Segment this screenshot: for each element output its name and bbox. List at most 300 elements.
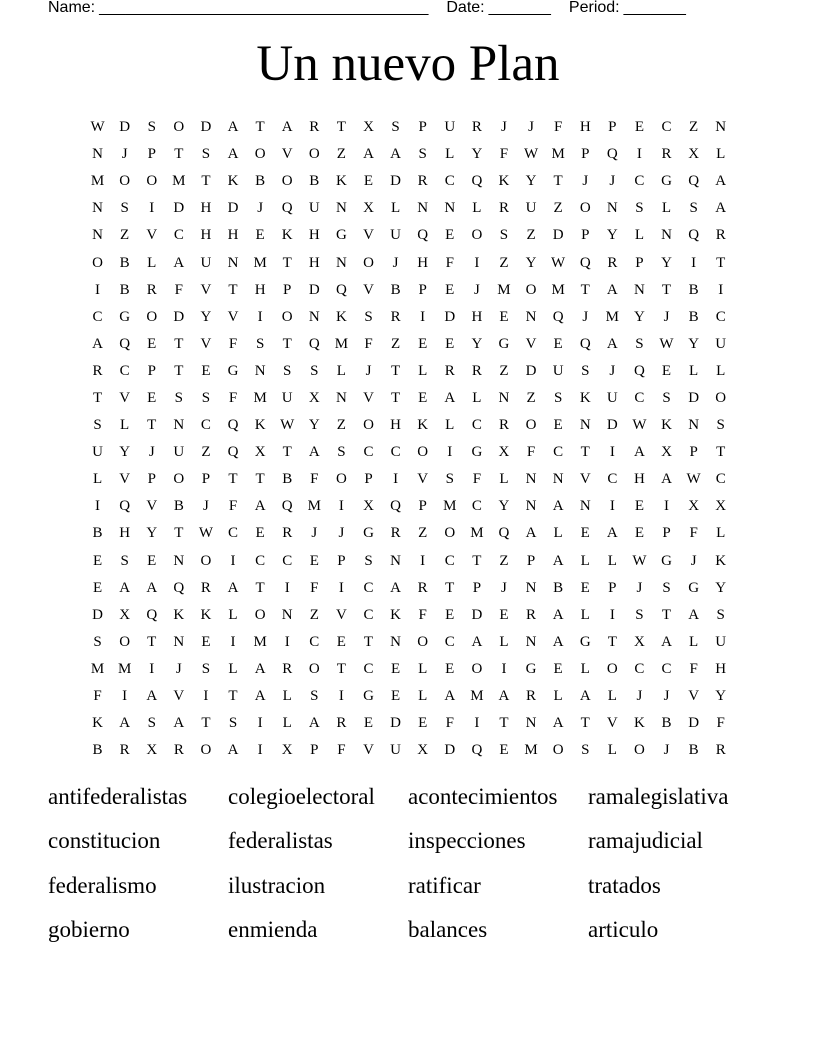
grid-letter[interactable]: O — [335, 471, 347, 488]
grid-letter[interactable]: A — [308, 444, 320, 461]
grid-letter[interactable]: I — [609, 498, 615, 515]
grid-letter[interactable]: S — [337, 444, 346, 461]
grid-letter[interactable]: J — [203, 498, 209, 515]
grid-letter[interactable]: A — [254, 688, 266, 705]
grid-letter[interactable]: Q — [688, 173, 700, 190]
grid-letter[interactable]: A — [471, 633, 483, 650]
grid-letter[interactable]: A — [227, 146, 239, 163]
grid-letter[interactable]: T — [716, 444, 726, 461]
grid-letter[interactable]: S — [635, 335, 644, 352]
grid-letter[interactable]: O — [119, 633, 131, 650]
grid-letter[interactable]: C — [715, 308, 726, 325]
grid-letter[interactable]: B — [688, 281, 699, 298]
grid-letter[interactable]: N — [688, 417, 700, 434]
grid-letter[interactable]: R — [309, 119, 320, 136]
grid-letter[interactable]: Y — [715, 579, 727, 596]
grid-letter[interactable]: E — [390, 660, 401, 677]
grid-letter[interactable]: E — [499, 742, 509, 759]
grid-letter[interactable]: T — [580, 715, 590, 732]
grid-letter[interactable]: B — [92, 742, 103, 759]
grid-letter[interactable]: N — [715, 119, 727, 136]
grid-letter[interactable]: E — [255, 525, 265, 542]
grid-letter[interactable]: R — [715, 227, 726, 244]
grid-letter[interactable]: I — [420, 552, 426, 569]
grid-letter[interactable]: I — [257, 742, 263, 759]
grid-letter[interactable]: G — [498, 335, 510, 352]
grid-letter[interactable]: O — [173, 471, 185, 488]
grid-letter[interactable]: O — [119, 173, 131, 190]
grid-letter[interactable]: S — [364, 552, 373, 569]
grid-letter[interactable]: A — [661, 633, 672, 650]
grid-letter[interactable]: J — [257, 200, 264, 217]
grid-letter[interactable]: J — [609, 362, 616, 379]
grid-letter[interactable]: R — [661, 146, 672, 163]
grid-letter[interactable]: L — [499, 471, 509, 488]
grid-letter[interactable]: O — [715, 389, 727, 406]
grid-letter[interactable]: P — [418, 498, 427, 515]
grid-letter[interactable]: Q — [146, 606, 158, 623]
grid-letter[interactable]: O — [146, 173, 158, 190]
grid-letter[interactable]: J — [311, 525, 318, 542]
grid-letter[interactable]: D — [173, 200, 185, 217]
grid-letter[interactable]: J — [175, 660, 182, 677]
grid-letter[interactable]: T — [282, 254, 292, 271]
grid-letter[interactable]: T — [716, 254, 726, 271]
grid-letter[interactable]: U — [308, 200, 320, 217]
grid-letter[interactable]: F — [553, 119, 563, 136]
grid-letter[interactable]: A — [552, 606, 564, 623]
grid-letter[interactable]: U — [390, 742, 401, 759]
grid-letter[interactable]: P — [310, 742, 319, 759]
grid-letter[interactable]: Q — [308, 335, 320, 352]
grid-letter[interactable]: T — [661, 606, 672, 623]
grid-letter[interactable]: K — [92, 715, 103, 732]
grid-letter[interactable]: K — [281, 227, 293, 244]
grid-letter[interactable]: W — [198, 525, 213, 542]
grid-letter[interactable]: G — [363, 688, 374, 705]
grid-letter[interactable]: A — [715, 173, 727, 190]
grid-letter[interactable]: G — [688, 579, 700, 596]
grid-letter[interactable]: P — [608, 119, 617, 136]
grid-letter[interactable]: Y — [688, 335, 700, 352]
grid-letter[interactable]: D — [390, 173, 401, 190]
grid-letter[interactable]: A — [552, 552, 564, 569]
grid-letter[interactable]: D — [227, 200, 239, 217]
grid-letter[interactable]: E — [336, 633, 346, 650]
grid-letter[interactable]: S — [635, 200, 644, 217]
grid-letter[interactable]: U — [525, 200, 537, 217]
grid-letter[interactable]: R — [498, 417, 509, 434]
grid-letter[interactable]: C — [282, 552, 293, 569]
grid-letter[interactable]: P — [472, 579, 482, 596]
grid-letter[interactable]: L — [282, 715, 292, 732]
grid-letter[interactable]: B — [119, 254, 130, 271]
grid-letter[interactable]: D — [525, 362, 537, 379]
grid-letter[interactable]: K — [254, 417, 266, 434]
grid-letter[interactable]: I — [474, 715, 480, 732]
grid-letter[interactable]: N — [606, 200, 618, 217]
grid-letter[interactable]: F — [310, 579, 319, 596]
grid-letter[interactable]: T — [201, 173, 211, 190]
grid-letter[interactable]: Y — [525, 173, 537, 190]
grid-letter[interactable]: N — [552, 471, 564, 488]
grid-letter[interactable]: J — [501, 119, 507, 136]
grid-letter[interactable]: T — [174, 362, 184, 379]
grid-letter[interactable]: X — [634, 633, 645, 650]
grid-letter[interactable]: N — [579, 498, 591, 515]
grid-letter[interactable]: L — [553, 525, 563, 542]
grid-letter[interactable]: N — [281, 606, 293, 623]
grid-letter[interactable]: A — [119, 715, 131, 732]
grid-letter[interactable]: W — [632, 552, 647, 569]
grid-letter[interactable]: R — [471, 119, 482, 136]
grid-letter[interactable]: I — [149, 200, 155, 217]
grid-letter[interactable]: X — [661, 444, 672, 461]
grid-letter[interactable]: K — [173, 606, 185, 623]
grid-letter[interactable]: B — [553, 579, 564, 596]
grid-letter[interactable]: Z — [499, 362, 509, 379]
grid-letter[interactable]: O — [417, 633, 429, 650]
grid-letter[interactable]: Q — [281, 200, 293, 217]
grid-letter[interactable]: Z — [120, 227, 130, 244]
grid-letter[interactable]: R — [92, 362, 103, 379]
grid-letter[interactable]: S — [310, 362, 319, 379]
grid-letter[interactable]: I — [718, 281, 724, 298]
grid-letter[interactable]: D — [92, 606, 103, 623]
grid-letter[interactable]: O — [363, 417, 374, 434]
grid-letter[interactable]: W — [280, 417, 295, 434]
grid-letter[interactable]: I — [393, 471, 399, 488]
grid-letter[interactable]: V — [525, 335, 537, 352]
grid-letter[interactable]: T — [228, 688, 238, 705]
grid-letter[interactable]: S — [174, 389, 183, 406]
grid-letter[interactable]: P — [526, 552, 536, 569]
grid-letter[interactable]: D — [444, 308, 456, 325]
grid-letter[interactable]: Q — [119, 335, 131, 352]
grid-letter[interactable]: Y — [200, 308, 212, 325]
grid-letter[interactable]: V — [363, 227, 374, 244]
grid-letter[interactable]: A — [119, 579, 131, 596]
grid-letter[interactable]: P — [337, 552, 346, 569]
grid-letter[interactable]: Q — [471, 173, 483, 190]
grid-letter[interactable]: L — [445, 417, 455, 434]
grid-letter[interactable]: H — [308, 254, 320, 271]
grid-letter[interactable]: A — [92, 335, 103, 352]
grid-letter[interactable]: K — [390, 606, 401, 623]
grid-letter[interactable]: B — [282, 471, 293, 488]
grid-letter[interactable]: T — [228, 281, 238, 298]
grid-letter[interactable]: C — [119, 362, 130, 379]
grid-letter[interactable]: L — [716, 525, 726, 542]
grid-letter[interactable]: O — [281, 308, 293, 325]
grid-letter[interactable]: X — [688, 498, 700, 515]
grid-letter[interactable]: F — [472, 471, 482, 488]
grid-letter[interactable]: F — [337, 742, 346, 759]
grid-letter[interactable]: T — [499, 715, 509, 732]
grid-letter[interactable]: B — [92, 525, 103, 542]
grid-letter[interactable]: S — [147, 119, 156, 136]
grid-letter[interactable]: N — [417, 200, 429, 217]
grid-letter[interactable]: L — [661, 200, 672, 217]
grid-letter[interactable]: V — [146, 498, 158, 515]
grid-letter[interactable]: R — [282, 660, 293, 677]
grid-letter[interactable]: C — [228, 525, 239, 542]
grid-letter[interactable]: M — [551, 281, 565, 298]
grid-letter[interactable]: V — [363, 742, 374, 759]
grid-letter[interactable]: I — [257, 308, 263, 325]
grid-letter[interactable]: I — [691, 254, 697, 271]
grid-letter[interactable]: E — [634, 498, 644, 515]
grid-letter[interactable]: T — [282, 335, 292, 352]
grid-letter[interactable]: E — [499, 308, 509, 325]
grid-letter[interactable]: I — [203, 688, 209, 705]
grid-letter[interactable]: R — [390, 308, 401, 325]
grid-letter[interactable]: N — [92, 200, 103, 217]
grid-letter[interactable]: C — [634, 389, 645, 406]
grid-letter[interactable]: H — [200, 227, 212, 244]
grid-letter[interactable]: Z — [689, 119, 699, 136]
grid-letter[interactable]: G — [119, 308, 131, 325]
grid-letter[interactable]: S — [445, 471, 454, 488]
grid-letter[interactable]: S — [716, 417, 725, 434]
grid-letter[interactable]: E — [445, 660, 455, 677]
grid-letter[interactable]: F — [689, 660, 698, 677]
grid-letter[interactable]: B — [255, 173, 266, 190]
grid-letter[interactable]: Y — [525, 254, 537, 271]
grid-letter[interactable]: C — [715, 471, 726, 488]
grid-letter[interactable]: Z — [553, 200, 563, 217]
grid-letter[interactable]: E — [661, 362, 672, 379]
grid-letter[interactable]: X — [715, 498, 727, 515]
grid-letter[interactable]: S — [689, 200, 698, 217]
grid-letter[interactable]: N — [335, 200, 347, 217]
grid-letter[interactable]: L — [689, 362, 699, 379]
grid-letter[interactable]: I — [284, 633, 290, 650]
grid-letter[interactable]: U — [173, 444, 185, 461]
grid-letter[interactable]: E — [147, 335, 157, 352]
grid-letter[interactable]: C — [553, 444, 564, 461]
grid-letter[interactable]: Q — [498, 525, 510, 542]
grid-letter[interactable]: X — [688, 146, 700, 163]
grid-letter[interactable]: E — [147, 552, 157, 569]
grid-letter[interactable]: A — [444, 688, 456, 705]
grid-letter[interactable]: A — [498, 688, 510, 705]
grid-letter[interactable]: B — [688, 742, 699, 759]
grid-letter[interactable]: C — [309, 633, 320, 650]
grid-letter[interactable]: O — [417, 444, 429, 461]
grid-letter[interactable]: V — [119, 389, 131, 406]
grid-letter[interactable]: L — [92, 471, 103, 488]
grid-letter[interactable]: B — [688, 308, 699, 325]
grid-letter[interactable]: L — [390, 200, 401, 217]
grid-letter[interactable]: H — [417, 254, 429, 271]
grid-letter[interactable]: C — [607, 471, 618, 488]
grid-letter[interactable]: Y — [661, 254, 672, 271]
grid-letter[interactable]: E — [580, 525, 590, 542]
grid-letter[interactable]: U — [281, 389, 293, 406]
grid-letter[interactable]: Q — [390, 498, 401, 515]
grid-letter[interactable]: W — [523, 146, 539, 163]
grid-letter[interactable]: G — [661, 173, 672, 190]
grid-letter[interactable]: H — [715, 660, 727, 677]
grid-letter[interactable]: T — [661, 281, 672, 298]
grid-letter[interactable]: J — [690, 552, 697, 569]
grid-letter[interactable]: B — [173, 498, 184, 515]
grid-letter[interactable]: P — [689, 444, 698, 461]
grid-letter[interactable]: C — [255, 552, 266, 569]
grid-letter[interactable]: F — [445, 715, 454, 732]
grid-letter[interactable]: T — [174, 335, 184, 352]
grid-letter[interactable]: Z — [526, 227, 536, 244]
grid-letter[interactable]: Q — [579, 335, 591, 352]
grid-letter[interactable]: P — [147, 362, 156, 379]
grid-letter[interactable]: V — [281, 146, 293, 163]
grid-letter[interactable]: L — [499, 633, 509, 650]
grid-letter[interactable]: T — [553, 173, 563, 190]
grid-letter[interactable]: G — [335, 227, 347, 244]
grid-letter[interactable]: T — [390, 389, 401, 406]
grid-letter[interactable]: C — [444, 552, 455, 569]
grid-letter[interactable]: Z — [309, 606, 319, 623]
grid-letter[interactable]: P — [581, 146, 590, 163]
grid-letter[interactable]: X — [119, 606, 131, 623]
grid-letter[interactable]: H — [227, 227, 239, 244]
grid-letter[interactable]: N — [254, 362, 266, 379]
grid-letter[interactable]: S — [310, 688, 319, 705]
grid-letter[interactable]: E — [445, 335, 455, 352]
grid-letter[interactable]: A — [688, 606, 700, 623]
grid-letter[interactable]: V — [363, 389, 374, 406]
grid-letter[interactable]: I — [338, 688, 344, 705]
grid-letter[interactable]: T — [282, 444, 292, 461]
grid-letter[interactable]: N — [92, 146, 103, 163]
grid-letter[interactable]: X — [363, 498, 374, 515]
grid-letter[interactable]: H — [254, 281, 266, 298]
grid-letter[interactable]: N — [335, 254, 347, 271]
grid-letter[interactable]: C — [471, 417, 482, 434]
grid-letter[interactable]: V — [579, 471, 591, 488]
grid-letter[interactable]: M — [497, 281, 511, 298]
grid-letter[interactable]: P — [635, 254, 644, 271]
grid-letter[interactable]: L — [607, 688, 617, 705]
grid-letter[interactable]: E — [553, 335, 563, 352]
grid-letter[interactable]: A — [308, 715, 320, 732]
grid-letter[interactable]: K — [498, 173, 510, 190]
grid-letter[interactable]: A — [254, 660, 266, 677]
grid-letter[interactable]: E — [418, 335, 428, 352]
grid-letter[interactable]: B — [661, 715, 672, 732]
grid-letter[interactable]: A — [146, 688, 158, 705]
grid-letter[interactable]: N — [525, 498, 537, 515]
grid-letter[interactable]: E — [634, 525, 644, 542]
period-line[interactable]: _______ — [623, 0, 686, 16]
grid-letter[interactable]: P — [418, 119, 427, 136]
grid-letter[interactable]: K — [634, 715, 645, 732]
grid-letter[interactable]: T — [255, 471, 265, 488]
grid-letter[interactable]: A — [444, 389, 456, 406]
grid-letter[interactable]: S — [93, 633, 102, 650]
grid-letter[interactable]: E — [499, 606, 509, 623]
grid-letter[interactable]: Q — [417, 227, 429, 244]
grid-letter[interactable]: N — [525, 471, 537, 488]
grid-letter[interactable]: F — [310, 471, 319, 488]
grid-letter[interactable]: I — [609, 444, 615, 461]
grid-letter[interactable]: Q — [634, 362, 645, 379]
grid-letter[interactable]: E — [445, 606, 455, 623]
grid-letter[interactable]: J — [365, 362, 372, 379]
grid-letter[interactable]: K — [579, 389, 591, 406]
grid-letter[interactable]: A — [146, 579, 158, 596]
grid-letter[interactable]: T — [255, 579, 265, 596]
grid-letter[interactable]: P — [581, 227, 590, 244]
grid-letter[interactable]: I — [664, 498, 670, 515]
grid-letter[interactable]: N — [661, 227, 672, 244]
grid-letter[interactable]: X — [146, 742, 158, 759]
grid-letter[interactable]: L — [472, 200, 482, 217]
grid-letter[interactable]: O — [363, 254, 374, 271]
grid-letter[interactable]: F — [418, 606, 427, 623]
grid-letter[interactable]: D — [390, 715, 401, 732]
grid-letter[interactable]: N — [525, 633, 537, 650]
grid-letter[interactable]: N — [498, 389, 510, 406]
grid-letter[interactable]: R — [173, 742, 184, 759]
grid-letter[interactable]: J — [636, 688, 643, 705]
grid-letter[interactable]: M — [470, 688, 484, 705]
grid-letter[interactable]: E — [418, 389, 428, 406]
grid-letter[interactable]: O — [552, 742, 564, 759]
grid-letter[interactable]: B — [309, 173, 320, 190]
grid-letter[interactable]: P — [364, 471, 373, 488]
grid-letter[interactable]: L — [607, 742, 617, 759]
grid-letter[interactable]: G — [525, 660, 537, 677]
grid-letter[interactable]: Q — [471, 742, 483, 759]
grid-letter[interactable]: P — [608, 579, 617, 596]
grid-letter[interactable]: M — [90, 173, 105, 190]
grid-letter[interactable]: E — [147, 389, 157, 406]
grid-letter[interactable]: T — [363, 633, 374, 650]
grid-letter[interactable]: I — [447, 444, 453, 461]
grid-letter[interactable]: E — [201, 362, 211, 379]
grid-letter[interactable]: O — [308, 660, 320, 677]
grid-letter[interactable]: J — [609, 173, 616, 190]
grid-letter[interactable]: I — [95, 498, 101, 515]
grid-letter[interactable]: A — [634, 444, 645, 461]
grid-letter[interactable]: L — [472, 389, 482, 406]
grid-letter[interactable]: J — [636, 579, 643, 596]
grid-letter[interactable]: T — [174, 525, 184, 542]
grid-letter[interactable]: I — [149, 660, 155, 677]
grid-letter[interactable]: L — [418, 660, 428, 677]
grid-letter[interactable]: Z — [390, 335, 401, 352]
grid-letter[interactable]: S — [418, 146, 427, 163]
grid-letter[interactable]: H — [119, 525, 131, 542]
grid-letter[interactable]: M — [551, 146, 565, 163]
grid-letter[interactable]: A — [661, 471, 672, 488]
grid-letter[interactable]: V — [688, 688, 700, 705]
grid-letter[interactable]: U — [715, 335, 727, 352]
grid-letter[interactable]: O — [634, 742, 645, 759]
grid-letter[interactable]: C — [363, 579, 374, 596]
grid-letter[interactable]: L — [716, 146, 726, 163]
grid-letter[interactable]: M — [253, 633, 267, 650]
grid-letter[interactable]: M — [334, 335, 349, 352]
grid-letter[interactable]: Z — [201, 444, 211, 461]
grid-letter[interactable]: C — [634, 660, 645, 677]
grid-letter[interactable]: K — [335, 308, 347, 325]
grid-letter[interactable]: X — [363, 200, 374, 217]
grid-letter[interactable]: E — [309, 552, 319, 569]
grid-letter[interactable]: V — [173, 688, 185, 705]
